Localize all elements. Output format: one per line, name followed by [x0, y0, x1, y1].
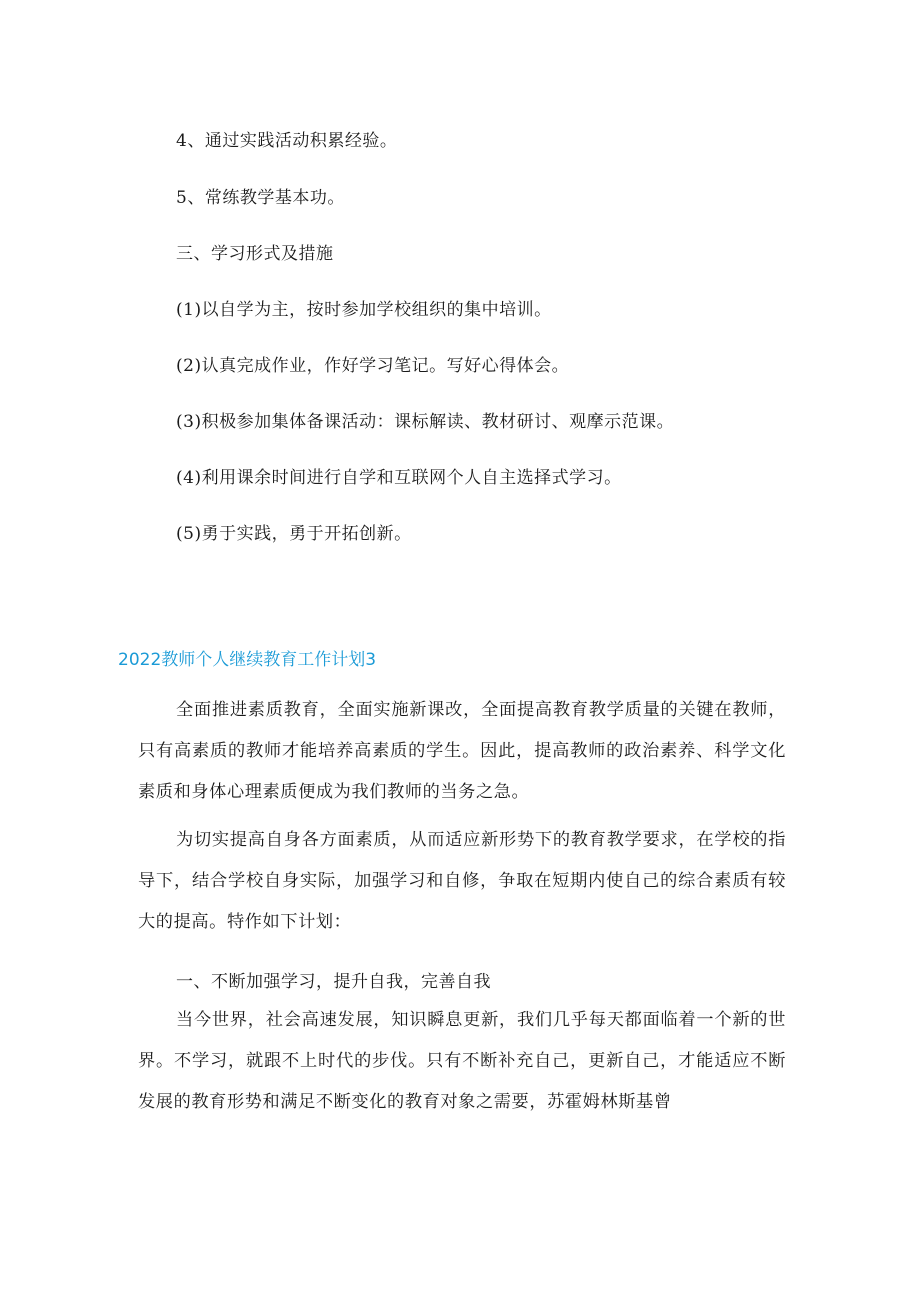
section-title: 三、学习形式及措施	[176, 244, 334, 264]
list-item: (4)利用课余时间进行自学和互联网个人自主选择式学习。	[176, 468, 622, 488]
list-item: (1)以自学为主，按时参加学校组织的集中培训。	[176, 300, 552, 320]
article-heading: 2022教师个人继续教育工作计划3	[118, 650, 377, 670]
list-item: (5)勇于实践，勇于开拓创新。	[176, 524, 412, 544]
list-item: (2)认真完成作业，作好学习笔记。写好心得体会。	[176, 356, 570, 376]
paragraph: 为切实提高自身各方面素质，从而适应新形势下的教育教学要求，在学校的指导下，结合学校自身实际，加强学习和自修，争取在短期内使自己的综合素质有较大的提高。特作如下计划：	[138, 830, 786, 932]
subheading: 一、不断加强学习，提升自我，完善自我	[176, 972, 491, 992]
list-item: 4、通过实践活动积累经验。	[176, 131, 398, 151]
paragraph: 全面推进素质教育，全面实施新课改，全面提高教育教学质量的关键在教师，只有高素质的教师才能培养高素质的学生。因此，提高教师的政治素养、科学文化素质和身体心理素质便成为我们教师的当务之急。	[138, 700, 786, 802]
paragraph: 当今世界，社会高速发展，知识瞬息更新，我们几乎每天都面临着一个新的世界。不学习，就跟不上时代的步伐。只有不断补充自己，更新自己，才能适应不断发展的教育形势和满足不断变化的教育对象之需要，苏霍姆林斯基曾	[138, 1010, 786, 1112]
list-item: 5、常练教学基本功。	[176, 188, 345, 208]
list-item: (3)积极参加集体备课活动：课标解读、教材研讨、观摩示范课。	[176, 412, 675, 432]
